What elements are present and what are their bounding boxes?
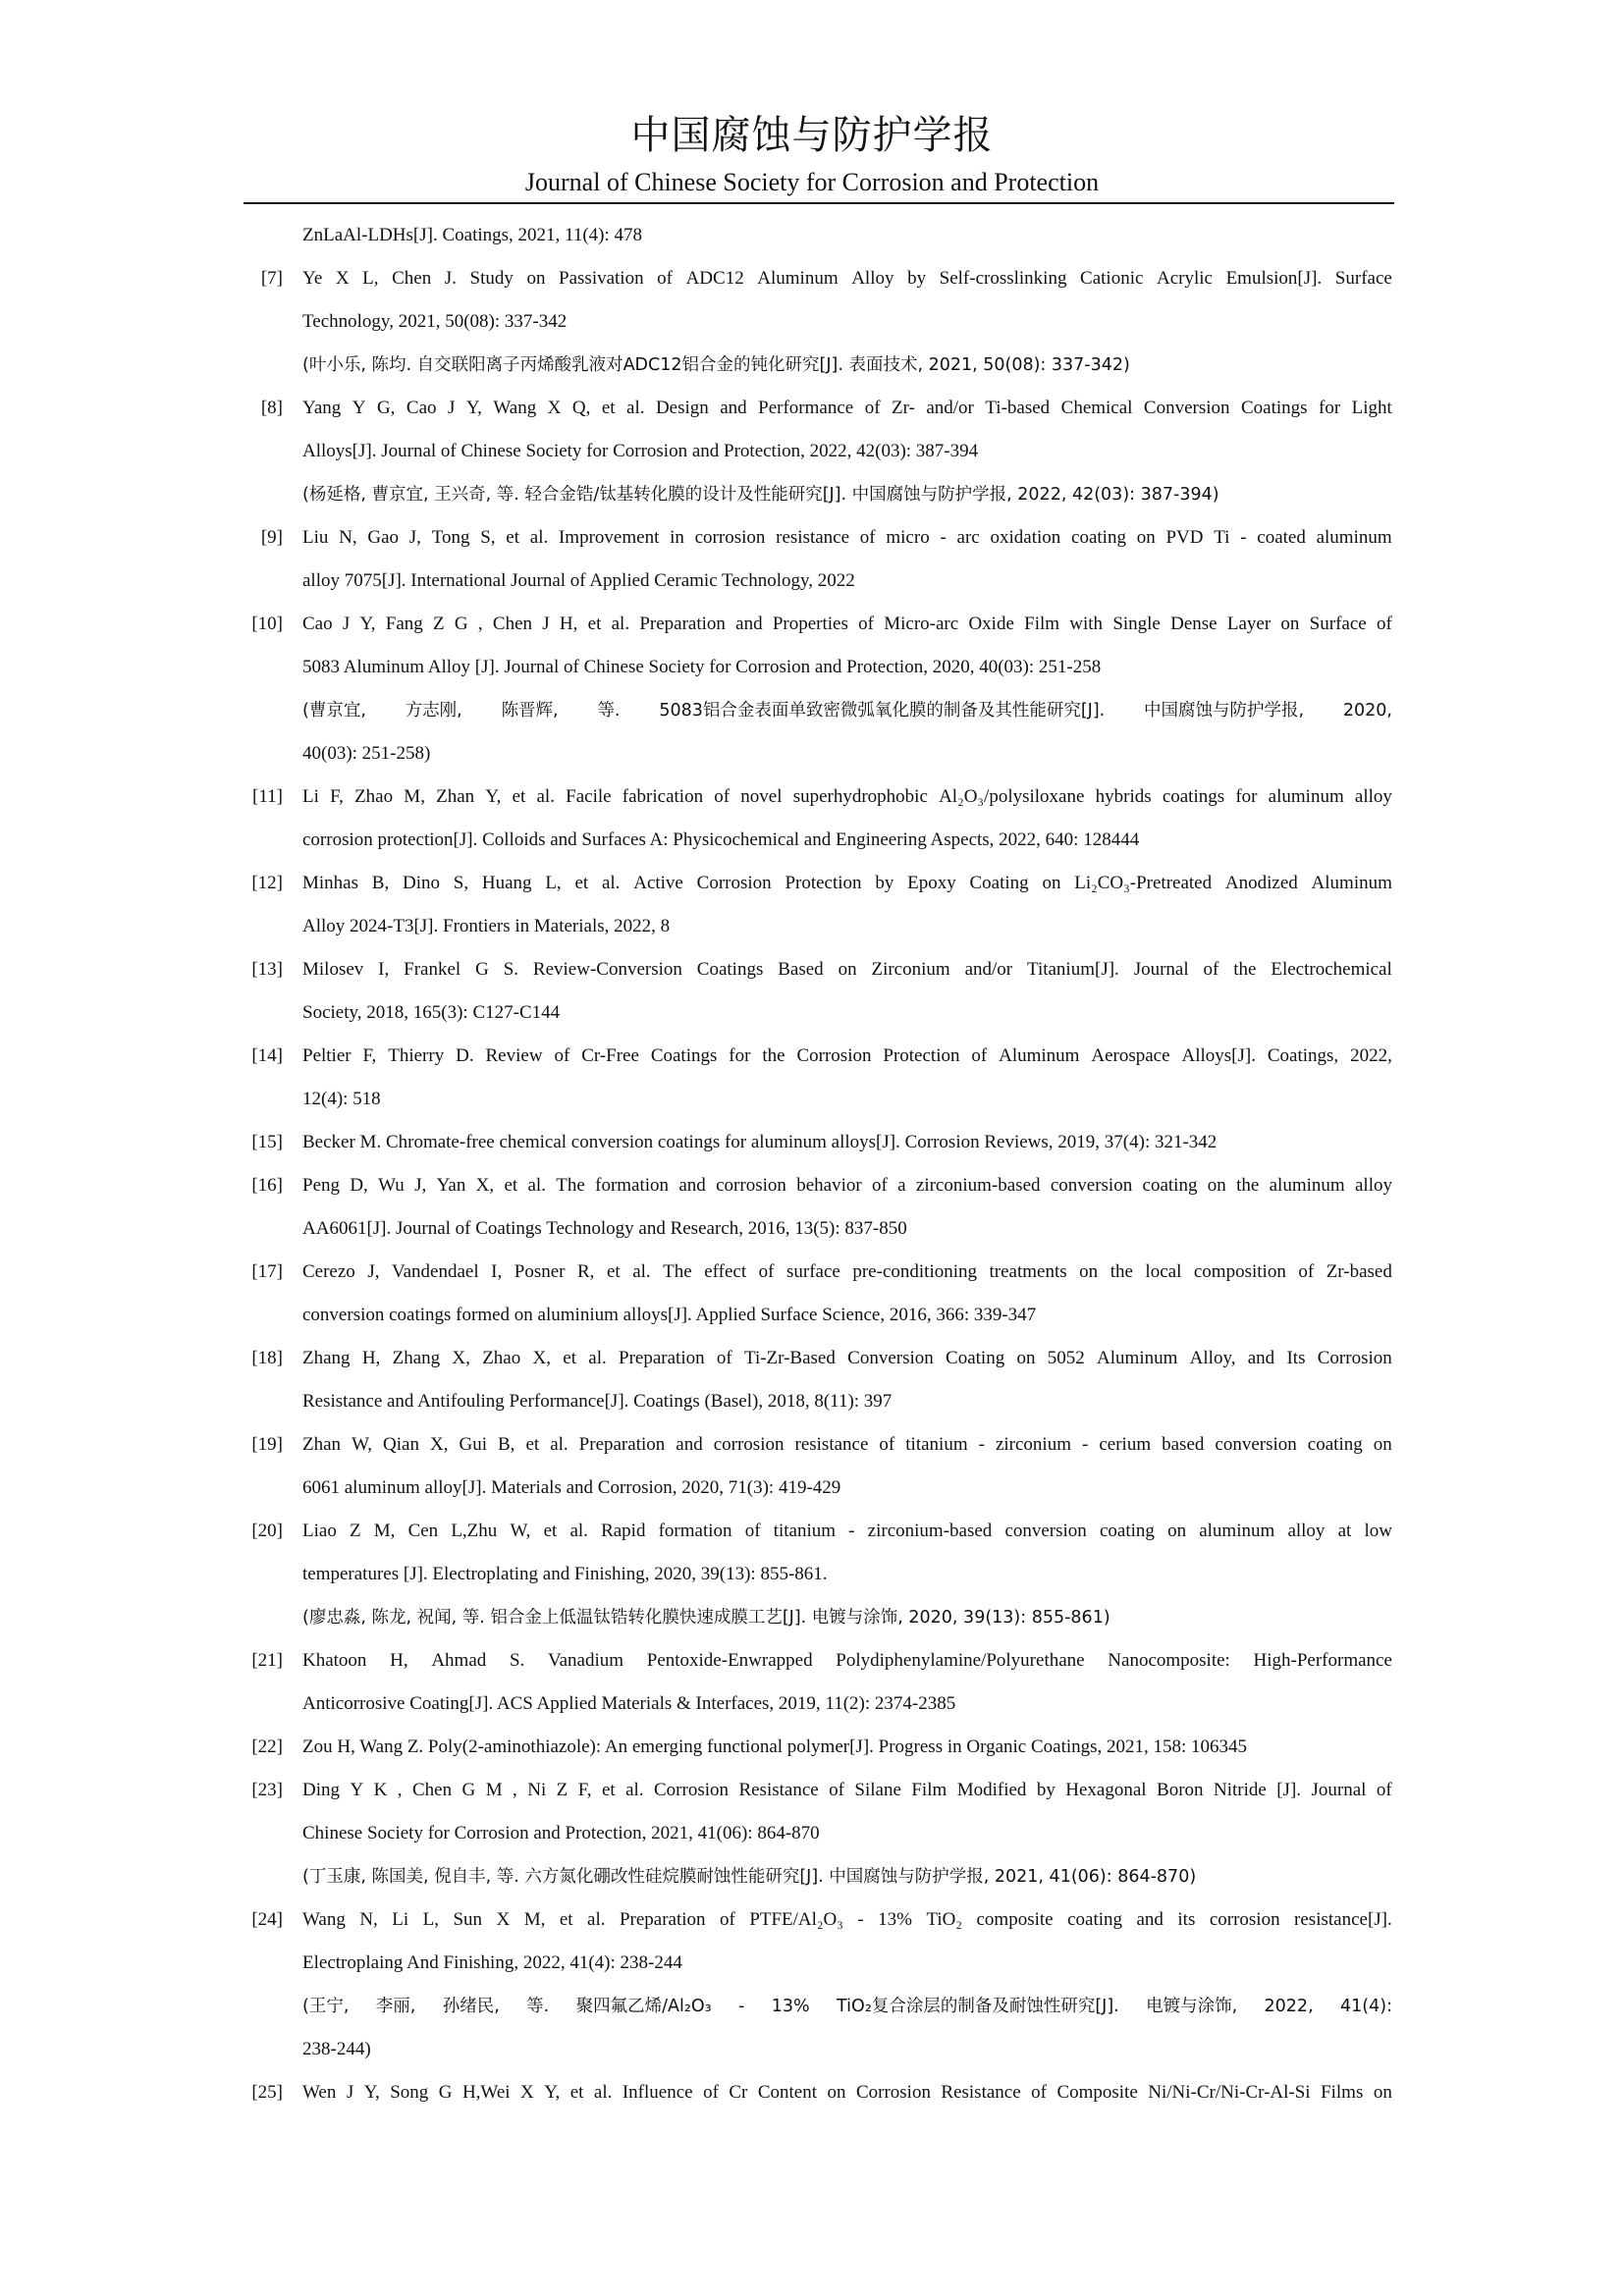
reference-entry (0, 214, 1624, 257)
reference-text (302, 1121, 1392, 1164)
reference-line: (曹京宜, 方志刚, 陈晋辉, 等. 5083铝合金表面单致密微弧氧化膜的制备及其性能研究[J]. 中国腐蚀与防护学报, 2020, (302, 701, 1392, 721)
reference-number: [22] (251, 1736, 283, 1757)
reference-line: Liao Z M, Cen L,Zhu W, et al. Rapid formation of titanium - zirconium-based conversion coating on aluminum alloy at low (302, 1521, 1392, 1541)
reference-number: [13] (251, 959, 283, 980)
reference-text (302, 2071, 1392, 2114)
reference-entry (0, 948, 1624, 1035)
reference-number: [10] (251, 614, 283, 634)
reference-text (302, 1898, 1392, 2071)
reference-line: Alloys[J]. Journal of Chinese Society for Corrosion and Protection, 2022, 42(03): 387-394 (302, 441, 979, 461)
reference-line: AA6061[J]. Journal of Coatings Technology and Research, 2016, 13(5): 837-850 (302, 1218, 907, 1239)
reference-text (302, 775, 1392, 862)
reference-text (302, 1164, 1392, 1251)
reference-text (302, 1251, 1392, 1337)
reference-line: Li F, Zhao M, Zhan Y, et al. Facile fabrication of novel superhydrophobic Al₂O₃/polysiloxane hybrids coatings for aluminum alloy (302, 786, 1392, 807)
reference-text (302, 1510, 1392, 1639)
reference-number: [21] (251, 1650, 283, 1671)
reference-line: 6061 aluminum alloy[J]. Materials and Corrosion, 2020, 71(3): 419-429 (302, 1477, 841, 1498)
reference-text (302, 1639, 1392, 1726)
reference-entry (0, 1121, 1624, 1164)
reference-text (302, 862, 1392, 948)
reference-line: Ye X L, Chen J. Study on Passivation of ADC12 Aluminum Alloy by Self-crosslinking Cationic Acrylic Emulsion[J]. Surface (302, 268, 1392, 289)
reference-text (302, 214, 1392, 257)
reference-entry (0, 603, 1624, 775)
reference-line: corrosion protection[J]. Colloids and Surfaces A: Physicochemical and Engineering Aspects, 2022, 640: 128444 (302, 829, 1140, 850)
reference-entry (0, 1423, 1624, 1510)
reference-number: [23] (251, 1780, 283, 1800)
reference-line: Khatoon H, Ahmad S. Vanadium Pentoxide-Enwrapped Polydiphenylamine/Polyurethane Nanocomposite: High-Performance (302, 1650, 1392, 1671)
reference-line: Wen J Y, Song G H,Wei X Y, et al. Influence of Cr Content on Corrosion Resistance of Composite Ni/Ni-Cr/Ni-Cr-Al-Si Films on (302, 2082, 1392, 2103)
reference-number: [16] (251, 1175, 283, 1196)
reference-number: [14] (251, 1045, 283, 1066)
reference-line: Zhang H, Zhang X, Zhao X, et al. Preparation of Ti-Zr-Based Conversion Coating on 5052 Aluminum Alloy, and Its Corrosion (302, 1348, 1392, 1368)
reference-line: 40(03): 251-258) (302, 743, 431, 764)
reference-line: Zou H, Wang Z. Poly(2-aminothiazole): An emerging functional polymer[J]. Progress in Organic Coatings, 2021, 158: 106345 (302, 1736, 1248, 1757)
reference-line: Electroplaing And Finishing, 2022, 41(4): 238-244 (302, 1952, 682, 1973)
reference-entry (0, 1898, 1624, 2071)
reference-entry (0, 1769, 1624, 1898)
reference-number: [18] (251, 1348, 283, 1368)
reference-line: (丁玉康, 陈国美, 倪自丰, 等. 六方氮化硼改性硅烷膜耐蚀性能研究[J]. 中国腐蚀与防护学报, 2021, 41(06): 864-870) (302, 1867, 1197, 1887)
reference-line: Alloy 2024-T3[J]. Frontiers in Materials, 2022, 8 (302, 916, 671, 936)
reference-line: Resistance and Antifouling Performance[J]. Coatings (Basel), 2018, 8(11): 397 (302, 1391, 893, 1412)
reference-entry (0, 257, 1624, 387)
header-rule (244, 202, 1394, 204)
reference-list (0, 214, 1624, 2114)
reference-number: [11] (252, 786, 283, 807)
reference-line: (杨延格, 曹京宜, 王兴奇, 等. 轻合金锆/钛基转化膜的设计及性能研究[J]. 中国腐蚀与防护学报, 2022, 42(03): 387-394) (302, 485, 1219, 505)
reference-line: conversion coatings formed on aluminium alloys[J]. Applied Surface Science, 2016, 366: 339-347 (302, 1305, 1037, 1325)
reference-text (302, 1726, 1392, 1769)
reference-line: Cao J Y, Fang Z G , Chen J H, et al. Preparation and Properties of Micro-arc Oxide Film with Single Dense Layer on Surface of (302, 614, 1392, 634)
reference-text (302, 516, 1392, 603)
reference-entry (0, 1726, 1624, 1769)
reference-line: Yang Y G, Cao J Y, Wang X Q, et al. Design and Performance of Zr- and/or Ti-based Chemical Conversion Coatings for Light (302, 398, 1392, 418)
reference-line: Liu N, Gao J, Tong S, et al. Improvement in corrosion resistance of micro - arc oxidation coating on PVD Ti - coated aluminum (302, 527, 1392, 548)
reference-line: Milosev I, Frankel G S. Review-Conversion Coatings Based on Zirconium and/or Titanium[J]. Journal of the Electrochemical (302, 959, 1392, 980)
reference-line: Wang N, Li L, Sun X M, et al. Preparation of PTFE/Al₂O₃ - 13% TiO₂ composite coating and its corrosion resistance[J]. (302, 1909, 1392, 1930)
reference-number: [8] (260, 398, 283, 418)
reference-text (302, 1769, 1392, 1898)
reference-line: (廖忠淼, 陈龙, 祝闻, 等. 铝合金上低温钛锆转化膜快速成膜工艺[J]. 电镀与涂饰, 2020, 39(13): 855-861) (302, 1608, 1110, 1628)
reference-entry (0, 1251, 1624, 1337)
reference-number: [20] (251, 1521, 283, 1541)
reference-text (302, 387, 1392, 516)
reference-number: [15] (251, 1132, 283, 1152)
reference-line: Technology, 2021, 50(08): 337-342 (302, 311, 568, 332)
reference-entry (0, 1510, 1624, 1639)
reference-entry (0, 1164, 1624, 1251)
reference-entry (0, 516, 1624, 603)
reference-number: [19] (251, 1434, 283, 1455)
reference-line: (王宁, 李丽, 孙绪民, 等. 聚四氟乙烯/Al₂O₃ - 13% TiO₂复合涂层的制备及耐蚀性研究[J]. 电镀与涂饰, 2022, 41(4): (302, 1997, 1392, 2016)
reference-number: [25] (251, 2082, 283, 2103)
reference-text (302, 257, 1392, 387)
reference-text (302, 1423, 1392, 1510)
reference-entry (0, 775, 1624, 862)
reference-line: 238-244) (302, 2039, 371, 2059)
reference-line: alloy 7075[J]. International Journal of Applied Ceramic Technology, 2022 (302, 570, 855, 591)
reference-line: Ding Y K , Chen G M , Ni Z F, et al. Corrosion Resistance of Silane Film Modified by Hexagonal Boron Nitride [J]. Journal of (302, 1780, 1392, 1800)
reference-entry (0, 1337, 1624, 1423)
reference-line: Zhan W, Qian X, Gui B, et al. Preparation and corrosion resistance of titanium - zirconium - cerium based conversion coating on (302, 1434, 1392, 1455)
reference-line: (叶小乐, 陈均. 自交联阳离子丙烯酸乳液对ADC12铝合金的钝化研究[J]. 表面技术, 2021, 50(08): 337-342) (302, 355, 1130, 375)
reference-number: [7] (260, 268, 283, 289)
reference-text (302, 948, 1392, 1035)
reference-line: Society, 2018, 165(3): C127-C144 (302, 1002, 561, 1023)
reference-line: ZnLaAl-LDHs[J]. Coatings, 2021, 11(4): 478 (302, 225, 642, 245)
reference-entry (0, 862, 1624, 948)
reference-line: Chinese Society for Corrosion and Protection, 2021, 41(06): 864-870 (302, 1823, 820, 1843)
reference-number: [17] (251, 1261, 283, 1282)
reference-number: [12] (251, 873, 283, 893)
reference-line: Minhas B, Dino S, Huang L, et al. Active Corrosion Protection by Epoxy Coating on Li₂CO₃-Pretreated Anodized Aluminum (302, 873, 1392, 893)
reference-line: Cerezo J, Vandendael I, Posner R, et al. The effect of surface pre-conditioning treatments on the local composition of Zr-based (302, 1261, 1392, 1282)
reference-text (302, 1337, 1392, 1423)
reference-entry (0, 387, 1624, 516)
journal-title-chinese: 中国腐蚀与防护学报 (630, 113, 994, 158)
reference-line: Anticorrosive Coating[J]. ACS Applied Materials & Interfaces, 2019, 11(2): 2374-2385 (302, 1693, 956, 1714)
reference-entry (0, 2071, 1624, 2114)
journal-title-english: Journal of Chinese Society for Corrosion and Protection (524, 168, 1100, 196)
reference-line: Becker M. Chromate-free chemical conversion coatings for aluminum alloys[J]. Corrosion Reviews, 2019, 37(4): 321-342 (302, 1132, 1218, 1152)
reference-text (302, 1035, 1392, 1121)
reference-line: 5083 Aluminum Alloy [J]. Journal of Chinese Society for Corrosion and Protection, 2020, 40(03): 251-258 (302, 657, 1102, 677)
reference-text (302, 603, 1392, 775)
reference-number: [24] (251, 1909, 283, 1930)
reference-entry (0, 1639, 1624, 1726)
reference-entry (0, 1035, 1624, 1121)
reference-line: Peltier F, Thierry D. Review of Cr-Free Coatings for the Corrosion Protection of Aluminum Aerospace Alloys[J]. Coatings, 2022, (302, 1045, 1392, 1066)
reference-line: temperatures [J]. Electroplating and Finishing, 2020, 39(13): 855-861. (302, 1564, 828, 1584)
reference-line: Peng D, Wu J, Yan X, et al. The formation and corrosion behavior of a zirconium-based conversion coating on the aluminum alloy (302, 1175, 1392, 1196)
reference-line: 12(4): 518 (302, 1089, 381, 1109)
reference-number: [9] (260, 527, 283, 548)
